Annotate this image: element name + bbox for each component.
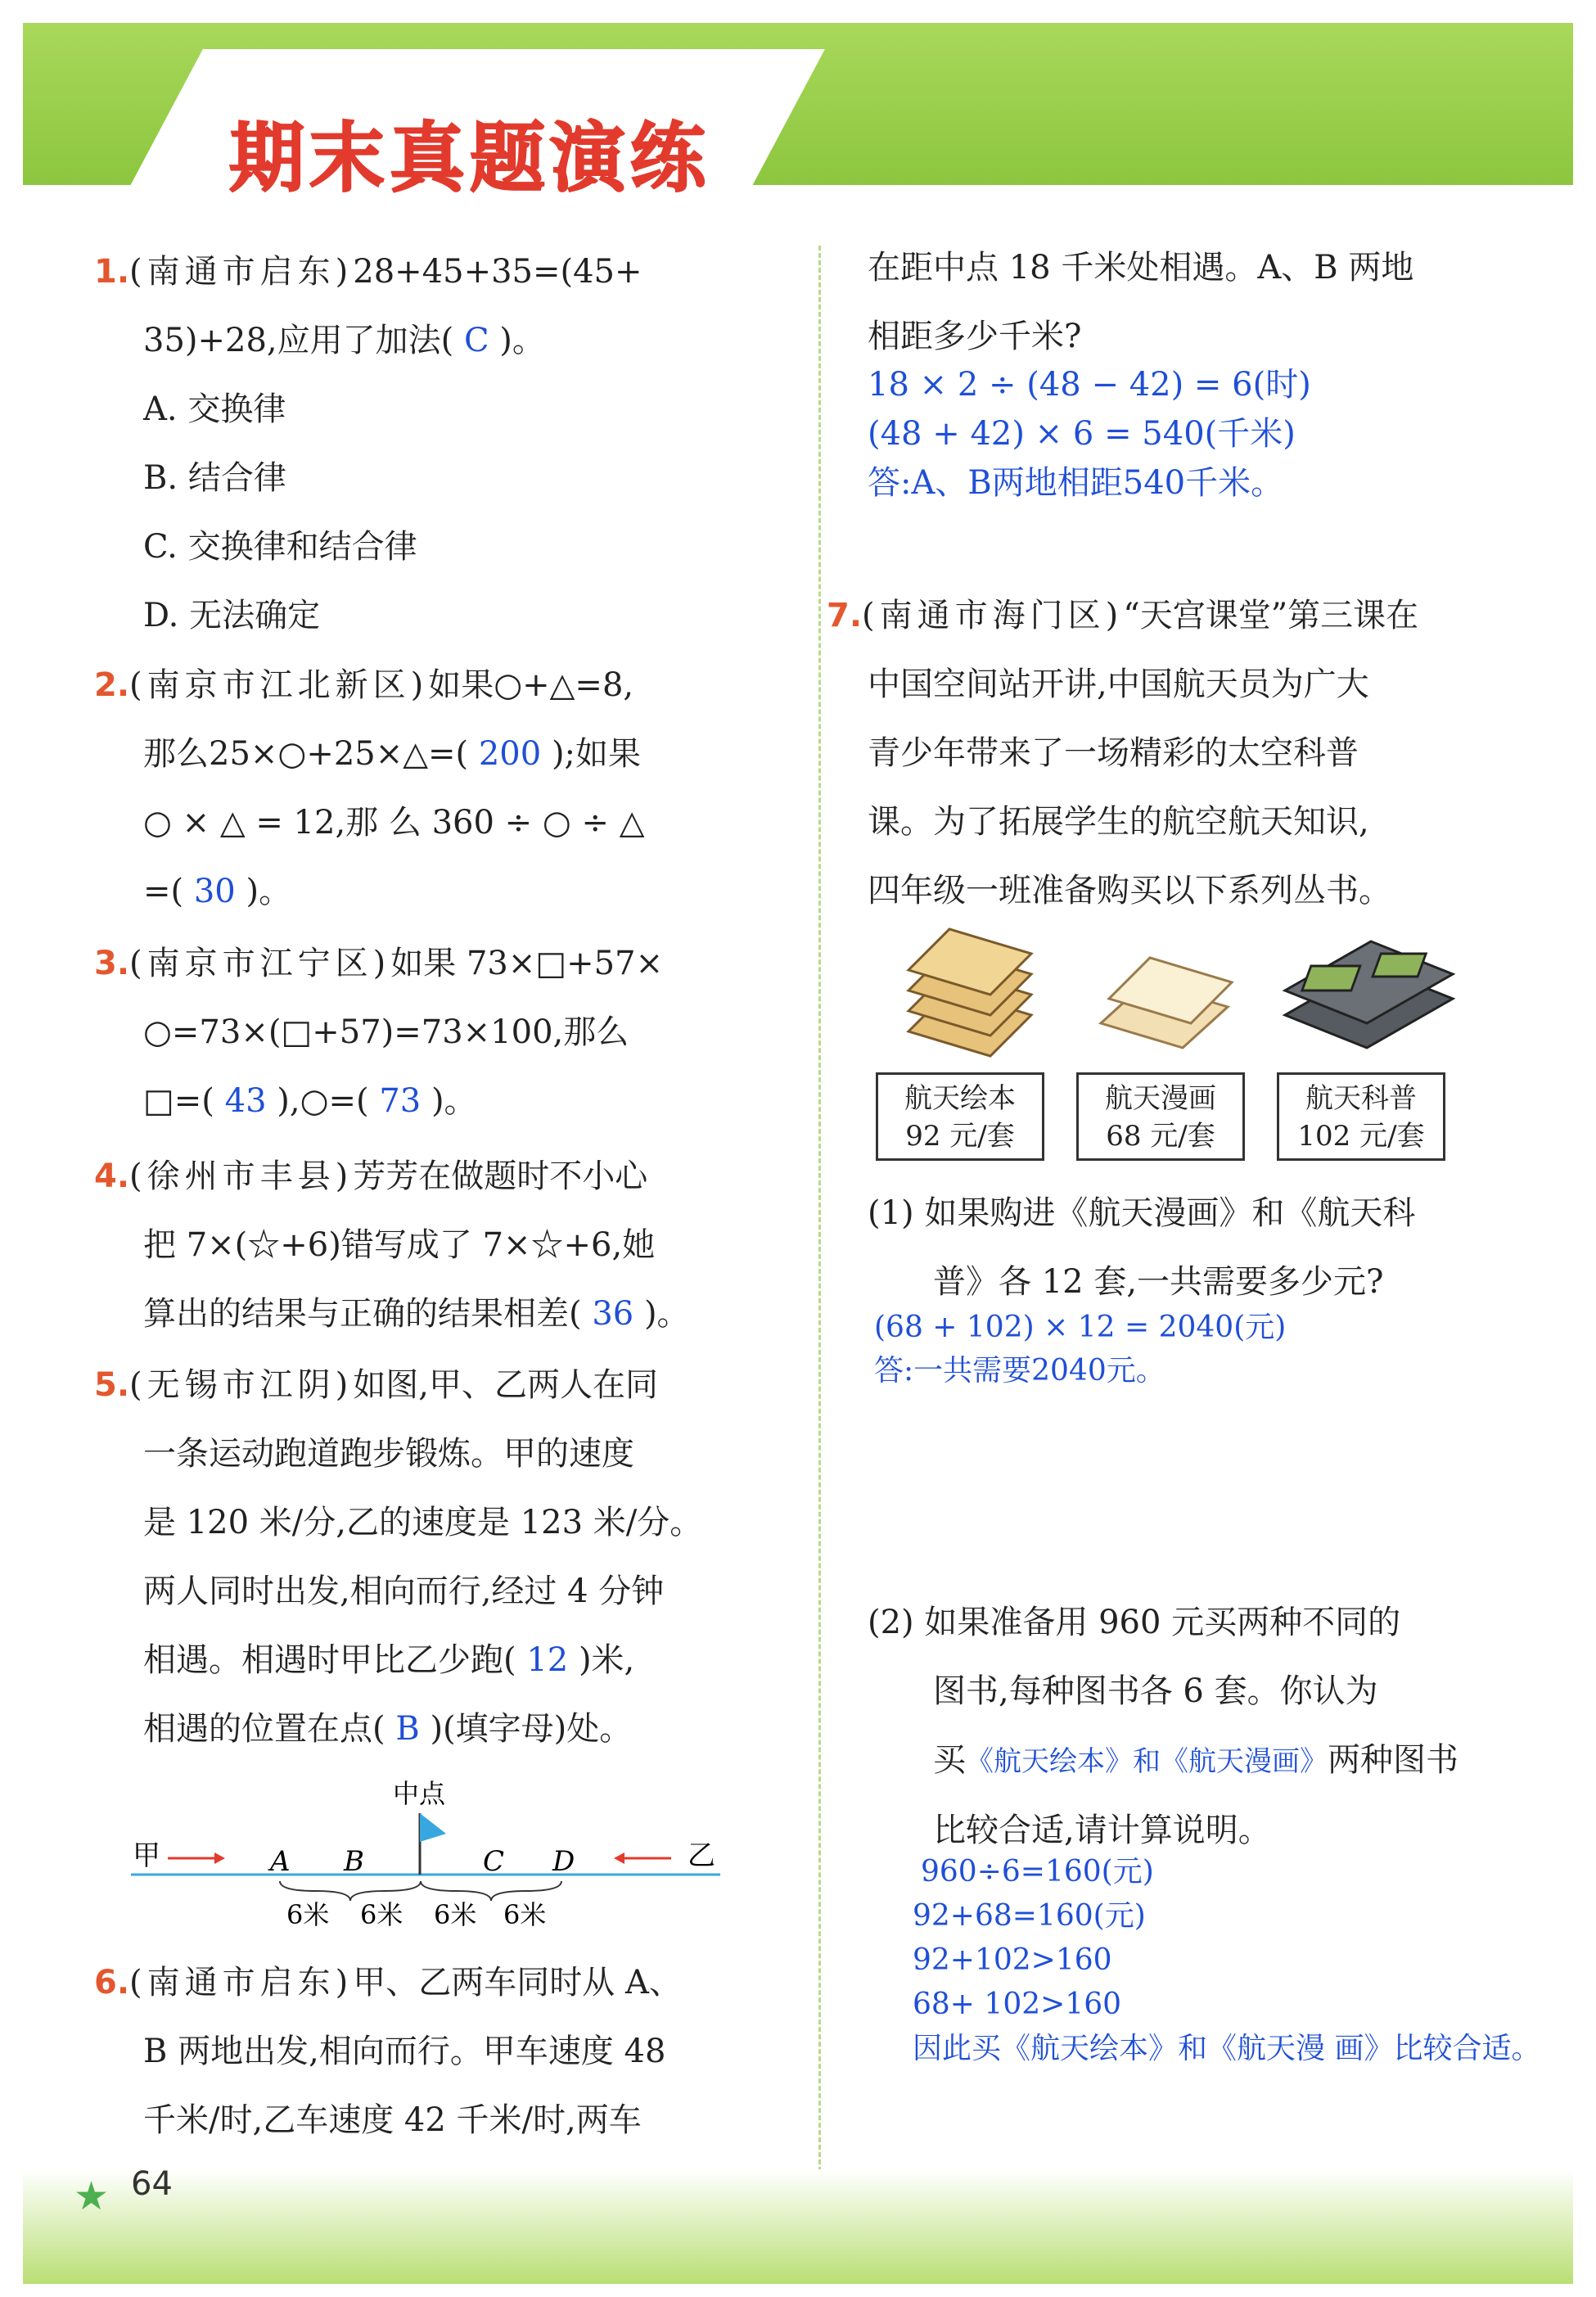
question-7-part-1	[868, 1179, 1555, 1316]
question-text: 如果○+△=8,	[428, 666, 634, 704]
book-illustration-science	[1277, 925, 1465, 1064]
question-text: 相距多少千米?	[868, 318, 1082, 355]
book-name: 航天科普	[1305, 1082, 1417, 1115]
question-6-continued	[868, 233, 1539, 371]
page-title: 期末真题演练	[229, 115, 711, 202]
question-text: 如果购进《航天漫画》和《航天科	[924, 1194, 1416, 1232]
option-d: D. 无法确定	[143, 597, 321, 634]
question-text: )米,	[578, 1641, 635, 1679]
point-d: D	[552, 1845, 575, 1878]
book-label-picture	[876, 1072, 1044, 1161]
question-number: 2.	[94, 666, 130, 704]
segment-label: 6米	[360, 1899, 404, 1930]
question-text: 如果准备用 960 元买两种不同的	[924, 1604, 1401, 1641]
midpoint-flag	[420, 1813, 446, 1842]
question-text: 两种图书	[1328, 1741, 1458, 1779]
question-number: 3.	[94, 945, 130, 982]
question-text: 比较合适,请计算说明。	[933, 1812, 1271, 1849]
question-text: ),○=(	[277, 1082, 369, 1120]
page-number: 64	[131, 2165, 173, 2203]
book-price: 92 元/套	[905, 1120, 1015, 1153]
handwritten-answer: 答:一共需要2040元。	[874, 1354, 1165, 1388]
arrow-head-jia	[214, 1852, 225, 1864]
book-price: 102 元/套	[1297, 1120, 1425, 1153]
question-text: 在距中点 18 千米处相遇。A、B 两地	[868, 249, 1414, 287]
question-2	[94, 651, 765, 926]
question-1	[94, 237, 765, 650]
arrow-head-yi	[614, 1852, 624, 1864]
answer: C	[463, 322, 489, 359]
segment-label: 6米	[503, 1899, 547, 1930]
question-text: 青少年带来了一场精彩的太空科普	[868, 734, 1359, 772]
question-number: 7.	[827, 597, 863, 634]
book-price: 68 元/套	[1106, 1120, 1215, 1153]
question-text: )。	[431, 1082, 477, 1120]
question-number: 1.	[94, 253, 130, 291]
column-divider	[818, 246, 821, 2194]
question-text: ○=73×(□+57)=73×100,那么	[143, 1013, 629, 1051]
track-diagram	[123, 1768, 737, 1932]
question-source: (南京市江北新区)	[129, 666, 429, 704]
star-icon: ★	[74, 2173, 110, 2219]
handwritten-answer: 答:A、B两地相距540千米。	[868, 464, 1284, 502]
question-source: (徐州市丰县)	[129, 1158, 354, 1195]
point-b: B	[344, 1845, 364, 1878]
handwritten-answer: 因此买《航天绘本》和《航天漫 画》比较合适。	[913, 2032, 1541, 2065]
handwritten-work: 960÷6=160(元)	[921, 1855, 1154, 1889]
question-text: 两人同时出发,相向而行,经过 4 分钟	[143, 1573, 665, 1610]
book-illustration-comic	[1084, 925, 1248, 1064]
question-text: 那么25×○+25×△=(	[143, 735, 469, 773]
question-source: (南通市启东)	[129, 253, 354, 291]
question-text: 图书,每种图书各 6 套。你认为	[933, 1672, 1378, 1710]
segment-label: 6米	[286, 1899, 330, 1930]
option-a: A. 交换律	[143, 390, 286, 428]
question-text: 28+45+35=(45+	[353, 253, 642, 291]
question-text: );如果	[551, 735, 642, 773]
answer: 30	[193, 873, 236, 910]
question-number: 5.	[94, 1366, 130, 1404]
question-text: 四年级一班准备购买以下系列丛书。	[868, 872, 1391, 909]
option-b: B. 结合律	[143, 459, 286, 497]
question-text: 一条运动跑道跑步锻炼。甲的速度	[143, 1435, 634, 1473]
question-text: )(填字母)处。	[430, 1710, 633, 1748]
question-text: 算出的结果与正确的结果相差(	[143, 1295, 582, 1333]
question-number: 4.	[94, 1158, 130, 1195]
segment-label: 6米	[434, 1899, 477, 1930]
label-midpoint: 中点	[393, 1778, 446, 1809]
question-text: B 两地出发,相向而行。甲车速度 48	[143, 2033, 666, 2070]
question-number: 6.	[94, 1964, 130, 2001]
answer: 200	[478, 735, 542, 773]
question-text: 中国空间站开讲,中国航天员为广大	[868, 666, 1369, 703]
question-text: 如果 73×□+57×	[390, 945, 664, 982]
question-text: 千米/时,乙车速度 42 千米/时,两车	[143, 2101, 642, 2139]
handwritten-work: 92+102>160	[913, 1943, 1112, 1977]
point-a: A	[270, 1845, 291, 1878]
handwritten-work: 18 × 2 ÷ (48 − 42) = 6(时)	[868, 366, 1311, 404]
question-text: )。	[499, 322, 545, 359]
question-text: 芳芳在做题时不小心	[353, 1158, 648, 1195]
question-text: 买	[933, 1741, 966, 1779]
question-6	[94, 1948, 765, 2155]
question-text: 相遇的位置在点(	[143, 1710, 385, 1748]
question-7	[827, 581, 1547, 925]
question-text: 是 120 米/分,乙的速度是 123 米/分。	[143, 1504, 703, 1541]
question-4	[94, 1142, 765, 1348]
question-text: =(	[143, 873, 184, 910]
question-text: 普》各 12 套,一共需要多少元?	[933, 1263, 1384, 1301]
question-source: (南通市启东)	[129, 1964, 354, 2001]
question-source: (南京市江宁区)	[129, 945, 391, 982]
question-3	[94, 929, 765, 1135]
question-text: □=(	[143, 1082, 214, 1120]
book-options	[876, 925, 1465, 1171]
question-text: 相遇。相遇时甲比乙少跑(	[143, 1641, 516, 1679]
label-yi: 乙	[688, 1839, 715, 1872]
book-label-science	[1277, 1072, 1445, 1161]
option-c: C. 交换律和结合律	[143, 528, 417, 566]
handwritten-work: 92+68=160(元)	[913, 1899, 1146, 1933]
book-label-comic	[1076, 1072, 1245, 1161]
question-source: (无锡市江阴)	[129, 1366, 354, 1404]
point-c: C	[483, 1845, 505, 1878]
label-jia: 甲	[133, 1839, 160, 1872]
answer: 12	[526, 1641, 569, 1679]
question-text: 35)+28,应用了加法(	[143, 322, 454, 359]
brace-left	[280, 1881, 421, 1901]
handwritten-work: 68+ 102>160	[913, 1988, 1122, 2021]
book-name: 航天绘本	[904, 1082, 1016, 1115]
sub-question-label: (2)	[868, 1604, 914, 1641]
question-text: 甲、乙两车同时从 A、	[353, 1964, 682, 2001]
answer: 43	[224, 1082, 267, 1120]
book-illustration-picture	[892, 925, 1056, 1064]
handwritten-work: (68 + 102) × 12 = 2040(元)	[874, 1311, 1287, 1344]
book-name: 航天漫画	[1105, 1082, 1216, 1115]
answer: 36	[592, 1295, 634, 1333]
question-source: (南通市海门区)	[862, 597, 1124, 634]
brace-right	[421, 1881, 561, 1901]
question-text: “天宫课堂”第三课在	[1123, 597, 1419, 634]
question-text: )。	[643, 1295, 690, 1333]
handwritten-work: (48 + 42) × 6 = 540(千米)	[868, 415, 1296, 453]
sub-question-label: (1)	[868, 1194, 914, 1232]
question-text: ○ × △ = 12,那 么 360 ÷ ○ ÷ △	[143, 804, 645, 842]
question-5	[94, 1351, 765, 1763]
footer-band	[23, 2169, 1573, 2284]
question-text: )。	[246, 873, 292, 910]
question-text: 课。为了拓展学生的航空航天知识,	[868, 803, 1369, 841]
question-7-part-2	[868, 1588, 1555, 1865]
question-text: 如图,甲、乙两人在同	[353, 1366, 658, 1404]
question-text: 把 7×(☆+6)错写成了 7×☆+6,她	[143, 1226, 656, 1264]
answer: B	[395, 1710, 420, 1748]
answer: 《航天绘本》和《航天漫画》	[966, 1745, 1328, 1778]
answer: 73	[379, 1082, 422, 1120]
